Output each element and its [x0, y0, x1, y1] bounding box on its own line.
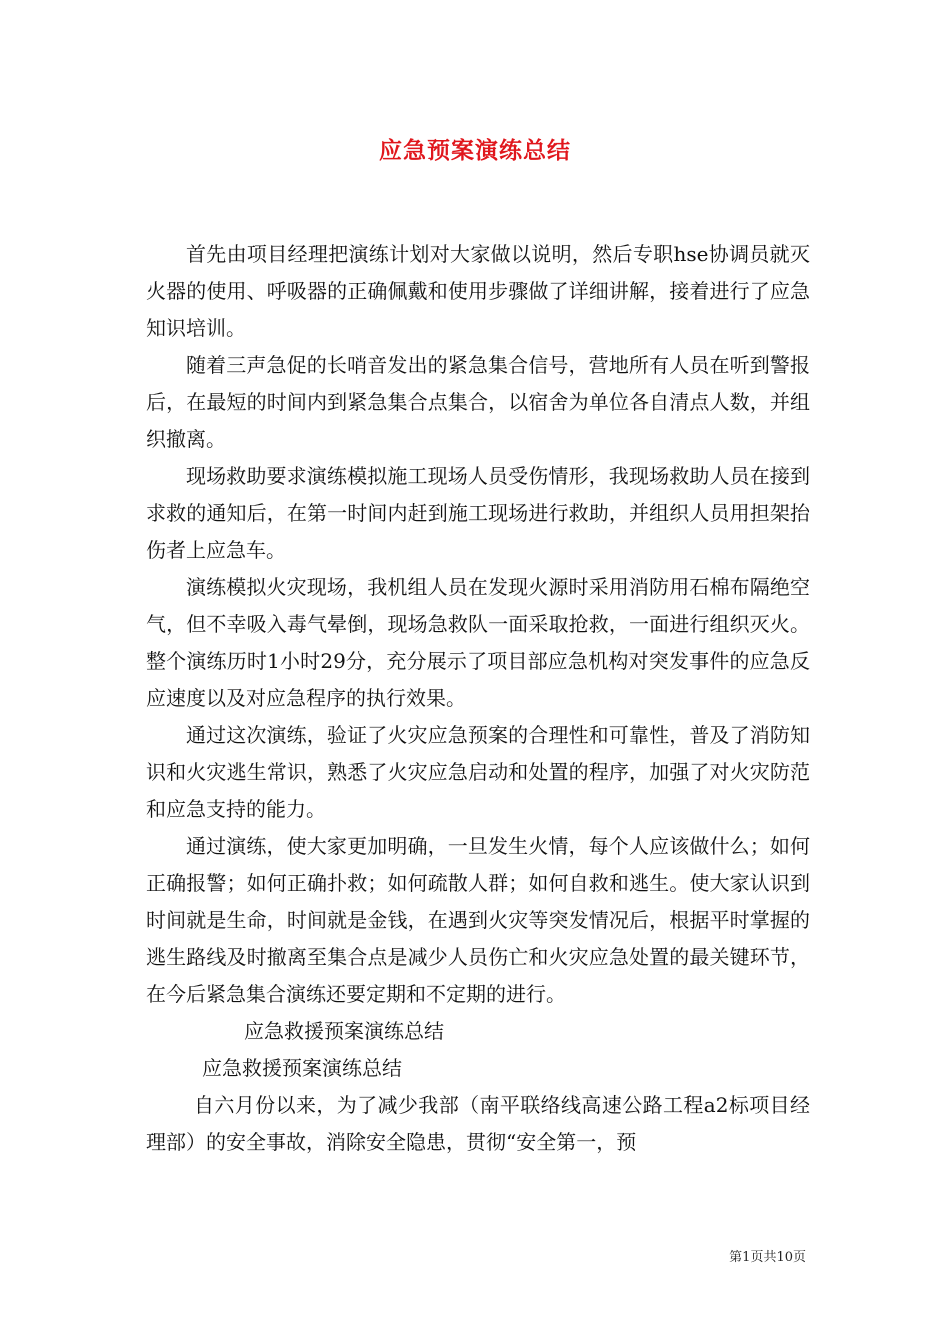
document-body: [146, 236, 810, 1161]
document-title: 应急预案演练总结: [379, 138, 571, 164]
section-subtitle-1: 应急救援预案演练总结: [244, 1019, 444, 1043]
page-number: 第1页共10页: [729, 1250, 806, 1265]
paragraph-2: 随着三声急促的长哨音发出的紧急集合信号，营地所有人员在听到警报后，在最短的时间内到紧急集合点集合，以宿舍为单位各自清点人数，并组织撤离。: [146, 353, 810, 451]
paragraph-1: 首先由项目经理把演练计划对大家做以说明，然后专职hse协调员就灭火器的使用、呼吸器的正确佩戴和使用步骤做了详细讲解，接着进行了应急知识培训。: [146, 242, 810, 340]
paragraph-5: 通过这次演练，验证了火灾应急预案的合理性和可靠性，普及了消防知识和火灾逃生常识，熟悉了火灾应急启动和处置的程序，加强了对火灾防范和应急支持的能力。: [146, 723, 810, 821]
paragraph-4: 演练模拟火灾现场，我机组人员在发现火源时采用消防用石棉布隔绝空气，但不幸吸入毒气晕倒，现场急救队一面采取抢救，一面进行组织灭火。整个演练历时1小时29分，充分展示了项目部应急机构对突发事件的应急反应速度以及对应急程序的执行效果。: [146, 575, 810, 710]
paragraph-6: 通过演练，使大家更加明确，一旦发生火情，每个人应该做什么；如何正确报警；如何正确扑救；如何疏散人群；如何自救和逃生。使大家认识到时间就是生命，时间就是金钱，在遇到火灾等突发情况后，根据平时掌握的逃生路线及时撤离至集合点是减少人员伤亡和火灾应急处置的最关键环节，在今后紧急集合演练还要定期和不定期的进行。: [146, 834, 810, 1006]
section-subtitle-2: 应急救援预案演练总结: [202, 1056, 402, 1080]
paragraph-7: 自六月份以来，为了减少我部（南平联络线高速公路工程a2标项目经理部）的安全事故，消除安全隐患，贯彻“安全第一，预: [146, 1093, 810, 1154]
paragraph-3: 现场救助要求演练模拟施工现场人员受伤情形，我现场救助人员在接到求救的通知后，在第一时间内赶到施工现场进行救助，并组织人员用担架抬伤者上应急车。: [146, 464, 810, 562]
